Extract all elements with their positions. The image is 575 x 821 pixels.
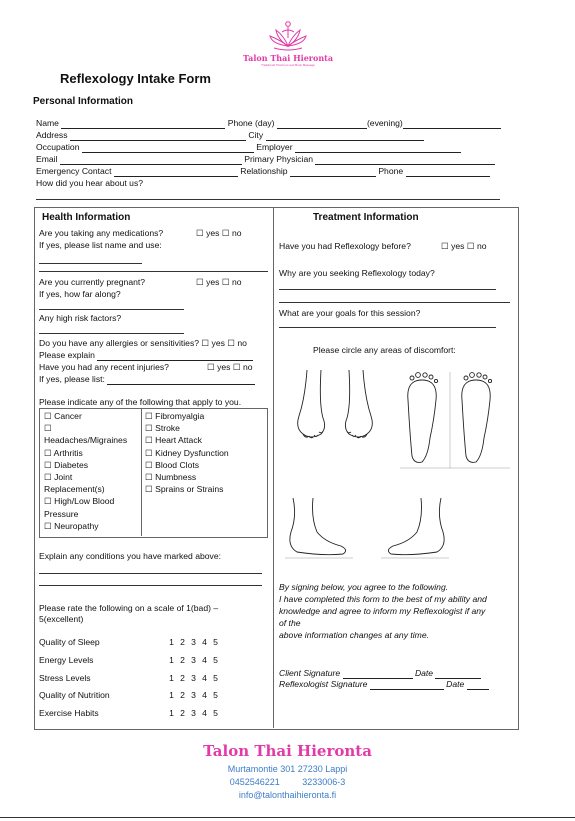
rating-label: Energy Levels xyxy=(39,654,94,665)
goals-line[interactable] xyxy=(279,327,496,328)
footer-phones xyxy=(0,777,575,787)
explain-conditions-label: Explain any conditions you have marked above: xyxy=(39,551,222,561)
physician-field[interactable] xyxy=(315,155,495,165)
injuries-list-row xyxy=(39,374,255,385)
condition-item xyxy=(145,422,229,434)
condition-label: Replacement(s) xyxy=(44,484,105,495)
name-field[interactable] xyxy=(61,119,225,129)
goals-question: What are your goals for this session? xyxy=(279,308,421,318)
condition-label: Sprains or Strains xyxy=(155,484,224,495)
condition-label: Cancer xyxy=(54,411,82,421)
pregnant-yes-checkbox[interactable] xyxy=(196,277,204,287)
medications-no-checkbox[interactable] xyxy=(222,228,230,238)
rating-option[interactable]: 3 xyxy=(191,637,196,647)
footer-phone-2: 3233006-3 xyxy=(302,777,346,787)
rating-option[interactable]: 2 xyxy=(180,708,185,719)
address-label: Address xyxy=(36,130,68,140)
condition-item xyxy=(44,447,127,459)
relationship-field[interactable] xyxy=(290,167,376,177)
health-title: Health Information xyxy=(42,212,131,223)
agree-line-2: I have completed this form to the best of my ability and xyxy=(279,594,487,604)
why-line-2[interactable] xyxy=(279,302,510,303)
conditions-right-list xyxy=(145,410,229,495)
agree-line-3: knowledge and agree to inform my Reflexologist if any xyxy=(279,606,486,616)
condition-checkbox[interactable] xyxy=(44,448,52,458)
city-label: City xyxy=(248,130,264,140)
explain-conditions-line-2[interactable] xyxy=(39,585,262,586)
rating-option[interactable]: 5 xyxy=(213,654,218,665)
row-emergency xyxy=(36,166,490,177)
rating-option[interactable]: 2 xyxy=(180,654,185,665)
explain-conditions-line-1[interactable] xyxy=(39,573,262,574)
rating-option[interactable]: 1 xyxy=(169,690,174,701)
condition-label: Blood Clots xyxy=(155,459,200,470)
condition-item xyxy=(44,495,127,507)
occupation-label: Occupation xyxy=(36,142,80,152)
yes-label: yes xyxy=(217,362,231,372)
allergies-explain-row xyxy=(39,350,253,361)
reflexologist-signature-label: Reflexologist Signature xyxy=(279,679,368,689)
client-signature-label: Client Signature xyxy=(279,668,341,678)
condition-checkbox[interactable] xyxy=(145,435,153,445)
client-date-field[interactable] xyxy=(435,669,481,679)
rating-label: Stress Levels xyxy=(39,672,91,683)
reflexology-before-question: Have you had Reflexology before? xyxy=(279,241,411,251)
rating-label: Quality of Nutrition xyxy=(39,690,110,701)
occupation-field[interactable] xyxy=(82,143,254,153)
yes-label: yes xyxy=(451,241,465,251)
client-signature-row xyxy=(279,668,481,679)
conditions-left-list xyxy=(44,410,127,532)
condition-label: Pressure xyxy=(44,508,79,519)
reflexologist-signature-row xyxy=(279,679,489,690)
no-label: no xyxy=(231,228,242,238)
allergies-label: Do you have any allergies or sensitivities? xyxy=(39,338,200,348)
agree-line-4: of the xyxy=(279,618,301,628)
rating-option[interactable]: 5 xyxy=(213,690,218,701)
email-label: Email xyxy=(36,154,58,164)
pregnant-how-label: If yes, how far along? xyxy=(39,289,121,299)
phone-label: Phone xyxy=(378,166,404,176)
condition-label: Fibromyalgia xyxy=(155,411,205,421)
condition-item xyxy=(44,422,127,434)
condition-item xyxy=(145,471,229,483)
condition-item xyxy=(44,410,127,422)
rate-intro-2: 5(excellent) xyxy=(39,614,84,624)
pregnant-no-checkbox[interactable] xyxy=(222,277,230,287)
row-address xyxy=(36,130,424,141)
feet-front-icon[interactable] xyxy=(293,368,393,442)
yes-label: yes xyxy=(211,338,225,348)
footer-email: info@talonthaihieronta.fi xyxy=(238,790,337,800)
rating-option[interactable]: 1 xyxy=(169,654,174,665)
rating-option[interactable]: 3 xyxy=(191,690,196,701)
why-question: Why are you seeking Reflexology today? xyxy=(279,268,435,278)
name-label: Name xyxy=(36,118,59,128)
lotus-icon xyxy=(268,18,308,52)
condition-item xyxy=(44,459,127,471)
feet-soles-icon[interactable] xyxy=(400,372,512,472)
column-divider xyxy=(273,207,274,728)
rating-scale xyxy=(166,690,221,701)
condition-checkbox[interactable] xyxy=(44,411,52,421)
condition-checkbox[interactable] xyxy=(145,423,153,433)
footer-phone-1: 0452546221 xyxy=(229,777,280,787)
condition-checkbox[interactable] xyxy=(44,496,52,506)
row-email xyxy=(36,154,495,165)
condition-item xyxy=(44,520,127,532)
condition-label: Heart Attack xyxy=(155,435,202,446)
rating-option[interactable]: 2 xyxy=(180,637,185,647)
phone-day-label: Phone (day) xyxy=(227,118,275,128)
condition-label: Joint xyxy=(54,472,73,483)
reflexologist-date-field[interactable] xyxy=(467,680,489,690)
why-line-1[interactable] xyxy=(279,289,496,290)
condition-label: Arthritis xyxy=(53,447,83,458)
injuries-no-checkbox[interactable] xyxy=(233,362,241,372)
condition-checkbox[interactable] xyxy=(44,460,52,470)
rating-scale xyxy=(166,655,221,666)
no-label: no xyxy=(231,277,242,287)
before-yes-checkbox[interactable] xyxy=(441,241,449,251)
condition-item xyxy=(145,447,229,459)
condition-label: Headaches/Migraines xyxy=(44,435,128,446)
rating-option[interactable]: 4 xyxy=(202,708,207,719)
pregnant-question: Are you currently pregnant? xyxy=(39,277,146,287)
before-no-checkbox[interactable] xyxy=(467,241,475,251)
condition-item xyxy=(44,471,127,483)
no-label: no xyxy=(242,362,253,372)
rating-option[interactable]: 1 xyxy=(169,637,174,647)
agree-line-5: above information changes at any time. xyxy=(279,630,430,640)
indicate-label: Please indicate any of the following that apply to you. xyxy=(39,397,242,407)
condition-label: Diabetes xyxy=(54,459,89,470)
condition-checkbox[interactable] xyxy=(44,521,52,531)
condition-item xyxy=(145,434,229,446)
logo-tagline: Traditional Thai Foot and Body Massage xyxy=(261,63,315,67)
injuries-yes-no xyxy=(207,362,253,373)
pregnant-line[interactable] xyxy=(39,309,184,310)
before-yes-no xyxy=(441,241,487,252)
condition-item xyxy=(44,508,127,520)
allergies-no-checkbox[interactable] xyxy=(227,338,235,348)
rating-option[interactable]: 3 xyxy=(191,654,196,665)
medications-question: Are you taking any medications? xyxy=(39,228,164,238)
rating-option[interactable]: 4 xyxy=(202,690,207,701)
rating-option[interactable]: 5 xyxy=(213,708,218,719)
rating-label: Quality of Sleep xyxy=(39,637,100,647)
condition-checkbox[interactable] xyxy=(44,472,52,482)
allergies-question xyxy=(39,338,247,349)
rating-scale xyxy=(166,708,221,719)
logo-brand: Talon Thai Hieronta xyxy=(242,53,334,63)
injuries-list-field[interactable] xyxy=(107,375,255,385)
condition-checkbox[interactable] xyxy=(44,423,52,433)
conditions-divider xyxy=(141,408,142,536)
rating-option[interactable]: 3 xyxy=(191,672,196,683)
email-field[interactable] xyxy=(60,155,242,165)
medications-line-1[interactable] xyxy=(39,263,142,264)
rating-option[interactable]: 5 xyxy=(213,637,218,647)
row-name xyxy=(36,118,501,129)
condition-item xyxy=(145,459,229,471)
condition-item xyxy=(145,410,229,422)
rating-option[interactable]: 1 xyxy=(169,708,174,719)
rating-option[interactable]: 4 xyxy=(202,637,207,647)
no-label: no xyxy=(237,338,247,348)
emergency-label: Emergency Contact xyxy=(36,166,112,176)
condition-label: High/Low Blood xyxy=(54,496,115,507)
emergency-field[interactable] xyxy=(114,167,238,177)
condition-label: Neuropathy xyxy=(54,520,99,531)
row-occupation xyxy=(36,142,461,153)
injuries-yes-checkbox[interactable] xyxy=(207,362,215,372)
allergies-yes-checkbox[interactable] xyxy=(201,338,209,348)
condition-item xyxy=(44,434,127,446)
medications-yes-checkbox[interactable] xyxy=(196,228,204,238)
injuries-question: Have you had any recent injuries? xyxy=(39,362,169,372)
employer-field[interactable] xyxy=(295,143,461,153)
risk-question: Any high risk factors? xyxy=(39,313,122,323)
pregnant-yes-no xyxy=(196,277,242,288)
rating-scale xyxy=(166,673,221,684)
city-field[interactable] xyxy=(266,131,424,141)
reflexologist-signature-field[interactable] xyxy=(370,680,444,690)
feet-side-icon[interactable] xyxy=(283,496,451,562)
address-field[interactable] xyxy=(70,131,246,141)
agree-line-1: By signing below, you agree to the following. xyxy=(279,582,449,592)
phone-day-field[interactable] xyxy=(277,119,367,129)
yes-label: yes xyxy=(206,277,220,287)
injuries-list-label: If yes, please list: xyxy=(39,374,105,384)
medications-line-2[interactable] xyxy=(39,271,268,272)
rate-intro-1: Please rate the following on a scale of 1(bad) – xyxy=(39,603,219,613)
rating-option[interactable]: 3 xyxy=(191,708,196,719)
rating-option[interactable]: 4 xyxy=(202,672,207,683)
condition-checkbox[interactable] xyxy=(145,411,153,421)
footer-address: Murtamontie 301 27230 Lappi xyxy=(227,764,348,774)
condition-label: Stroke xyxy=(155,423,180,434)
risk-line[interactable] xyxy=(39,333,184,334)
rating-option[interactable]: 2 xyxy=(180,690,185,701)
condition-checkbox[interactable] xyxy=(145,484,153,494)
relationship-label: Relationship xyxy=(240,166,288,176)
footer-divider xyxy=(0,817,575,818)
medications-list-label: If yes, please list name and use: xyxy=(39,240,162,250)
phone-evening-field[interactable] xyxy=(403,119,501,129)
hear-field[interactable] xyxy=(36,199,500,200)
date-label: Date xyxy=(446,679,465,689)
footer-brand: Talon Thai Hieronta xyxy=(203,742,372,760)
condition-checkbox[interactable] xyxy=(145,472,153,482)
condition-item xyxy=(44,483,127,495)
allergies-explain-field[interactable] xyxy=(97,351,253,361)
circle-discomfort-label: Please circle any areas of discomfort: xyxy=(313,345,456,355)
hear-label: How did you hear about us? xyxy=(36,178,144,188)
no-label: no xyxy=(476,241,487,251)
rating-scale xyxy=(166,637,221,648)
emergency-phone-field[interactable] xyxy=(406,167,490,177)
condition-item xyxy=(145,483,229,495)
form-title: Reflexology Intake Form xyxy=(60,71,211,86)
condition-checkbox[interactable] xyxy=(145,460,153,470)
condition-label: Numbness xyxy=(155,472,197,483)
rating-label: Exercise Habits xyxy=(39,708,99,719)
section-title: Personal Information xyxy=(33,96,134,107)
treatment-title: Treatment Information xyxy=(313,212,419,223)
explain-label: Please explain xyxy=(39,350,95,360)
rating-option[interactable]: 5 xyxy=(213,672,218,683)
physician-label: Primary Physician xyxy=(244,154,314,164)
employer-label: Employer xyxy=(256,142,293,152)
condition-checkbox[interactable] xyxy=(145,448,153,458)
medications-yes-no xyxy=(196,228,242,239)
date-label: Date xyxy=(414,668,434,678)
condition-label: Kidney Dysfunction xyxy=(155,447,229,458)
rating-option[interactable]: 2 xyxy=(180,672,185,683)
rating-option[interactable]: 1 xyxy=(169,672,174,683)
rating-option[interactable]: 4 xyxy=(202,654,207,665)
client-signature-field[interactable] xyxy=(343,669,413,679)
evening-label: (evening) xyxy=(366,118,403,128)
yes-label: yes xyxy=(206,228,220,238)
